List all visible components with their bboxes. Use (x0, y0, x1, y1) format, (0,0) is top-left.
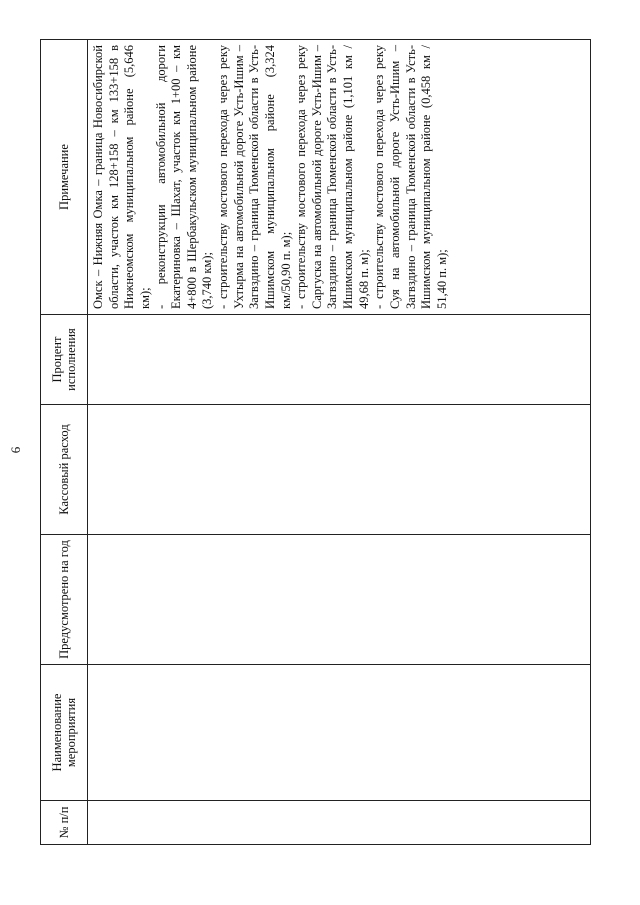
page-number: 6 (8, 446, 23, 454)
cell-planned (88, 535, 591, 665)
note-line: - реконструкции автомобильной дороги Екатериновка – Шахат, участок км 1+00 – км 4+800 в Шербакульском муниципальном районе (3,740 км); (153, 45, 215, 309)
cell-number (88, 801, 591, 845)
header-note: Примечание (41, 40, 88, 315)
header-planned: Предусмотрено на год (41, 535, 88, 665)
note-line: - строительству мостового перехода через реку Саргуска на автомобильной дороге Усть-Ишим – Загвздино – граница Тюменской области в Усть-Ишимском муниципальном районе (1,101 км / 49,68 п. м); (294, 45, 371, 309)
cell-spent (88, 405, 591, 535)
cell-name (88, 665, 591, 801)
header-percent: Процент исполнения (41, 315, 88, 405)
table-header-row (41, 40, 88, 845)
header-name: Наименование мероприятия (41, 665, 88, 801)
note-line: - строительству мостового перехода через реку Суя на автомобильной дороге Усть-Ишим – Загвздино – граница Тюменской области в Усть-Ишимском муниципальном районе (0,458 км / 51,40 п. м); (372, 45, 449, 309)
note-line: - строительству мостового перехода через реку Ухтырма на автомобильной дороге Усть-Ишим – Загвздино – граница Тюменской области в Усть-Ишимском муниципальном районе (3,324 км/50,90 п. м); (216, 45, 293, 309)
cell-percent (88, 315, 591, 405)
note-line: Омск – Нижняя Омка – граница Новосибирской области, участок км 128+158 – км 133+158 в Нижнеомском муниципальном районе (5,646 км); (91, 45, 152, 309)
cell-note (88, 40, 591, 315)
header-spent: Кассовый расход (41, 405, 88, 535)
report-table (40, 39, 591, 845)
table-row (88, 40, 591, 845)
header-number: № п/п (41, 801, 88, 845)
